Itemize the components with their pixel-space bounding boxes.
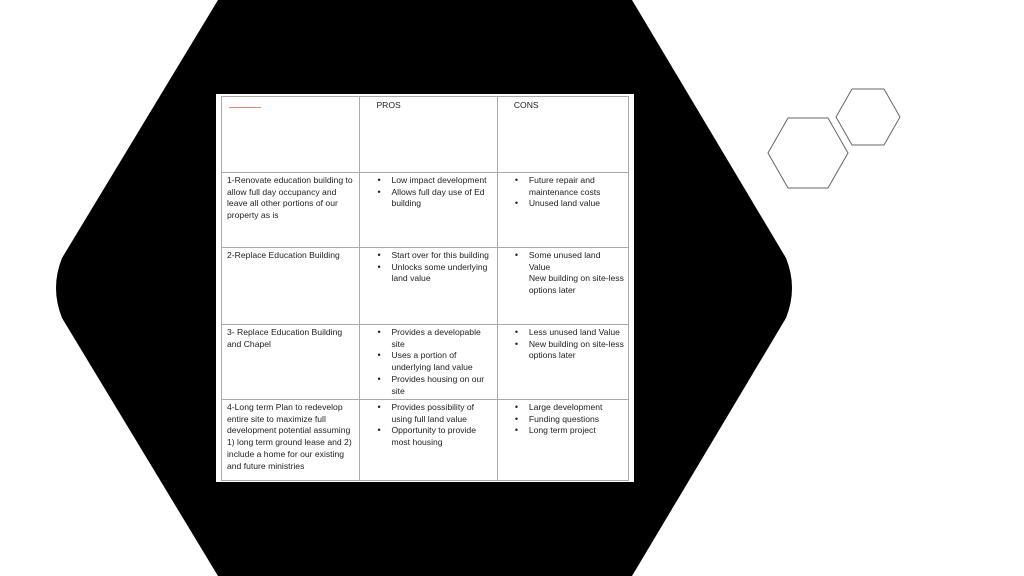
pros-item: • Uses a portion of underlying land value bbox=[365, 350, 492, 373]
table-row bbox=[222, 325, 629, 400]
option-cell: 2-Replace Education Building bbox=[222, 248, 360, 325]
cons-item: • Future repair and maintenance costs bbox=[503, 175, 624, 198]
pros-cell bbox=[360, 248, 497, 325]
pros-cons-table bbox=[221, 96, 629, 481]
pros-item: • Start over for this building bbox=[365, 250, 492, 262]
cons-cell bbox=[497, 400, 628, 481]
pros-item: • Allows full day use of Ed building bbox=[365, 187, 492, 210]
cons-item: • New building on site-less options later bbox=[503, 339, 624, 362]
pros-item: • Provides housing on our site bbox=[365, 374, 492, 397]
table-row bbox=[222, 400, 629, 481]
cons-item: • Funding questions bbox=[503, 414, 624, 426]
pros-item: • Provides possibility of using full land value bbox=[365, 402, 492, 425]
option-cell: 4-Long term Plan to redevelop entire site to maximize full development potential assuming 1) long term ground lease and 2) include a home for our existing and future ministries bbox=[222, 400, 360, 481]
cons-item: • Long term project bbox=[503, 425, 624, 437]
outline-hexagon-large bbox=[768, 118, 848, 188]
table-header-row bbox=[222, 97, 629, 173]
table-row bbox=[222, 248, 629, 325]
cons-item: • Some unused land Value bbox=[503, 250, 624, 273]
cons-cell bbox=[497, 248, 628, 325]
header-pros: PROS bbox=[360, 97, 497, 173]
pros-cell bbox=[360, 173, 497, 248]
cons-continuation: New building on site-less options later bbox=[528, 273, 624, 296]
pros-item: • Unlocks some underlying land value bbox=[365, 262, 492, 285]
option-cell: 1-Renovate education building to allow full day occupancy and leave all other portions of our property as is bbox=[222, 173, 360, 248]
pros-item: • Low impact development bbox=[365, 175, 492, 187]
accent-line bbox=[229, 107, 261, 108]
pros-item: • Provides a developable site bbox=[365, 327, 492, 350]
option-cell: 3- Replace Education Building and Chapel bbox=[222, 325, 360, 400]
table-image bbox=[216, 94, 634, 482]
pros-item: • Opportunity to provide most housing bbox=[365, 425, 492, 448]
table-row bbox=[222, 173, 629, 248]
cons-cell bbox=[497, 325, 628, 400]
pros-cell bbox=[360, 325, 497, 400]
cons-cell bbox=[497, 173, 628, 248]
header-option-cell bbox=[222, 97, 360, 173]
cons-item: • Less unused land Value bbox=[503, 327, 624, 339]
outline-hexagon-small bbox=[836, 89, 900, 145]
cons-item: • Unused land value bbox=[503, 198, 624, 210]
pros-cell bbox=[360, 400, 497, 481]
header-cons: CONS bbox=[497, 97, 628, 173]
cons-item: • Large development bbox=[503, 402, 624, 414]
